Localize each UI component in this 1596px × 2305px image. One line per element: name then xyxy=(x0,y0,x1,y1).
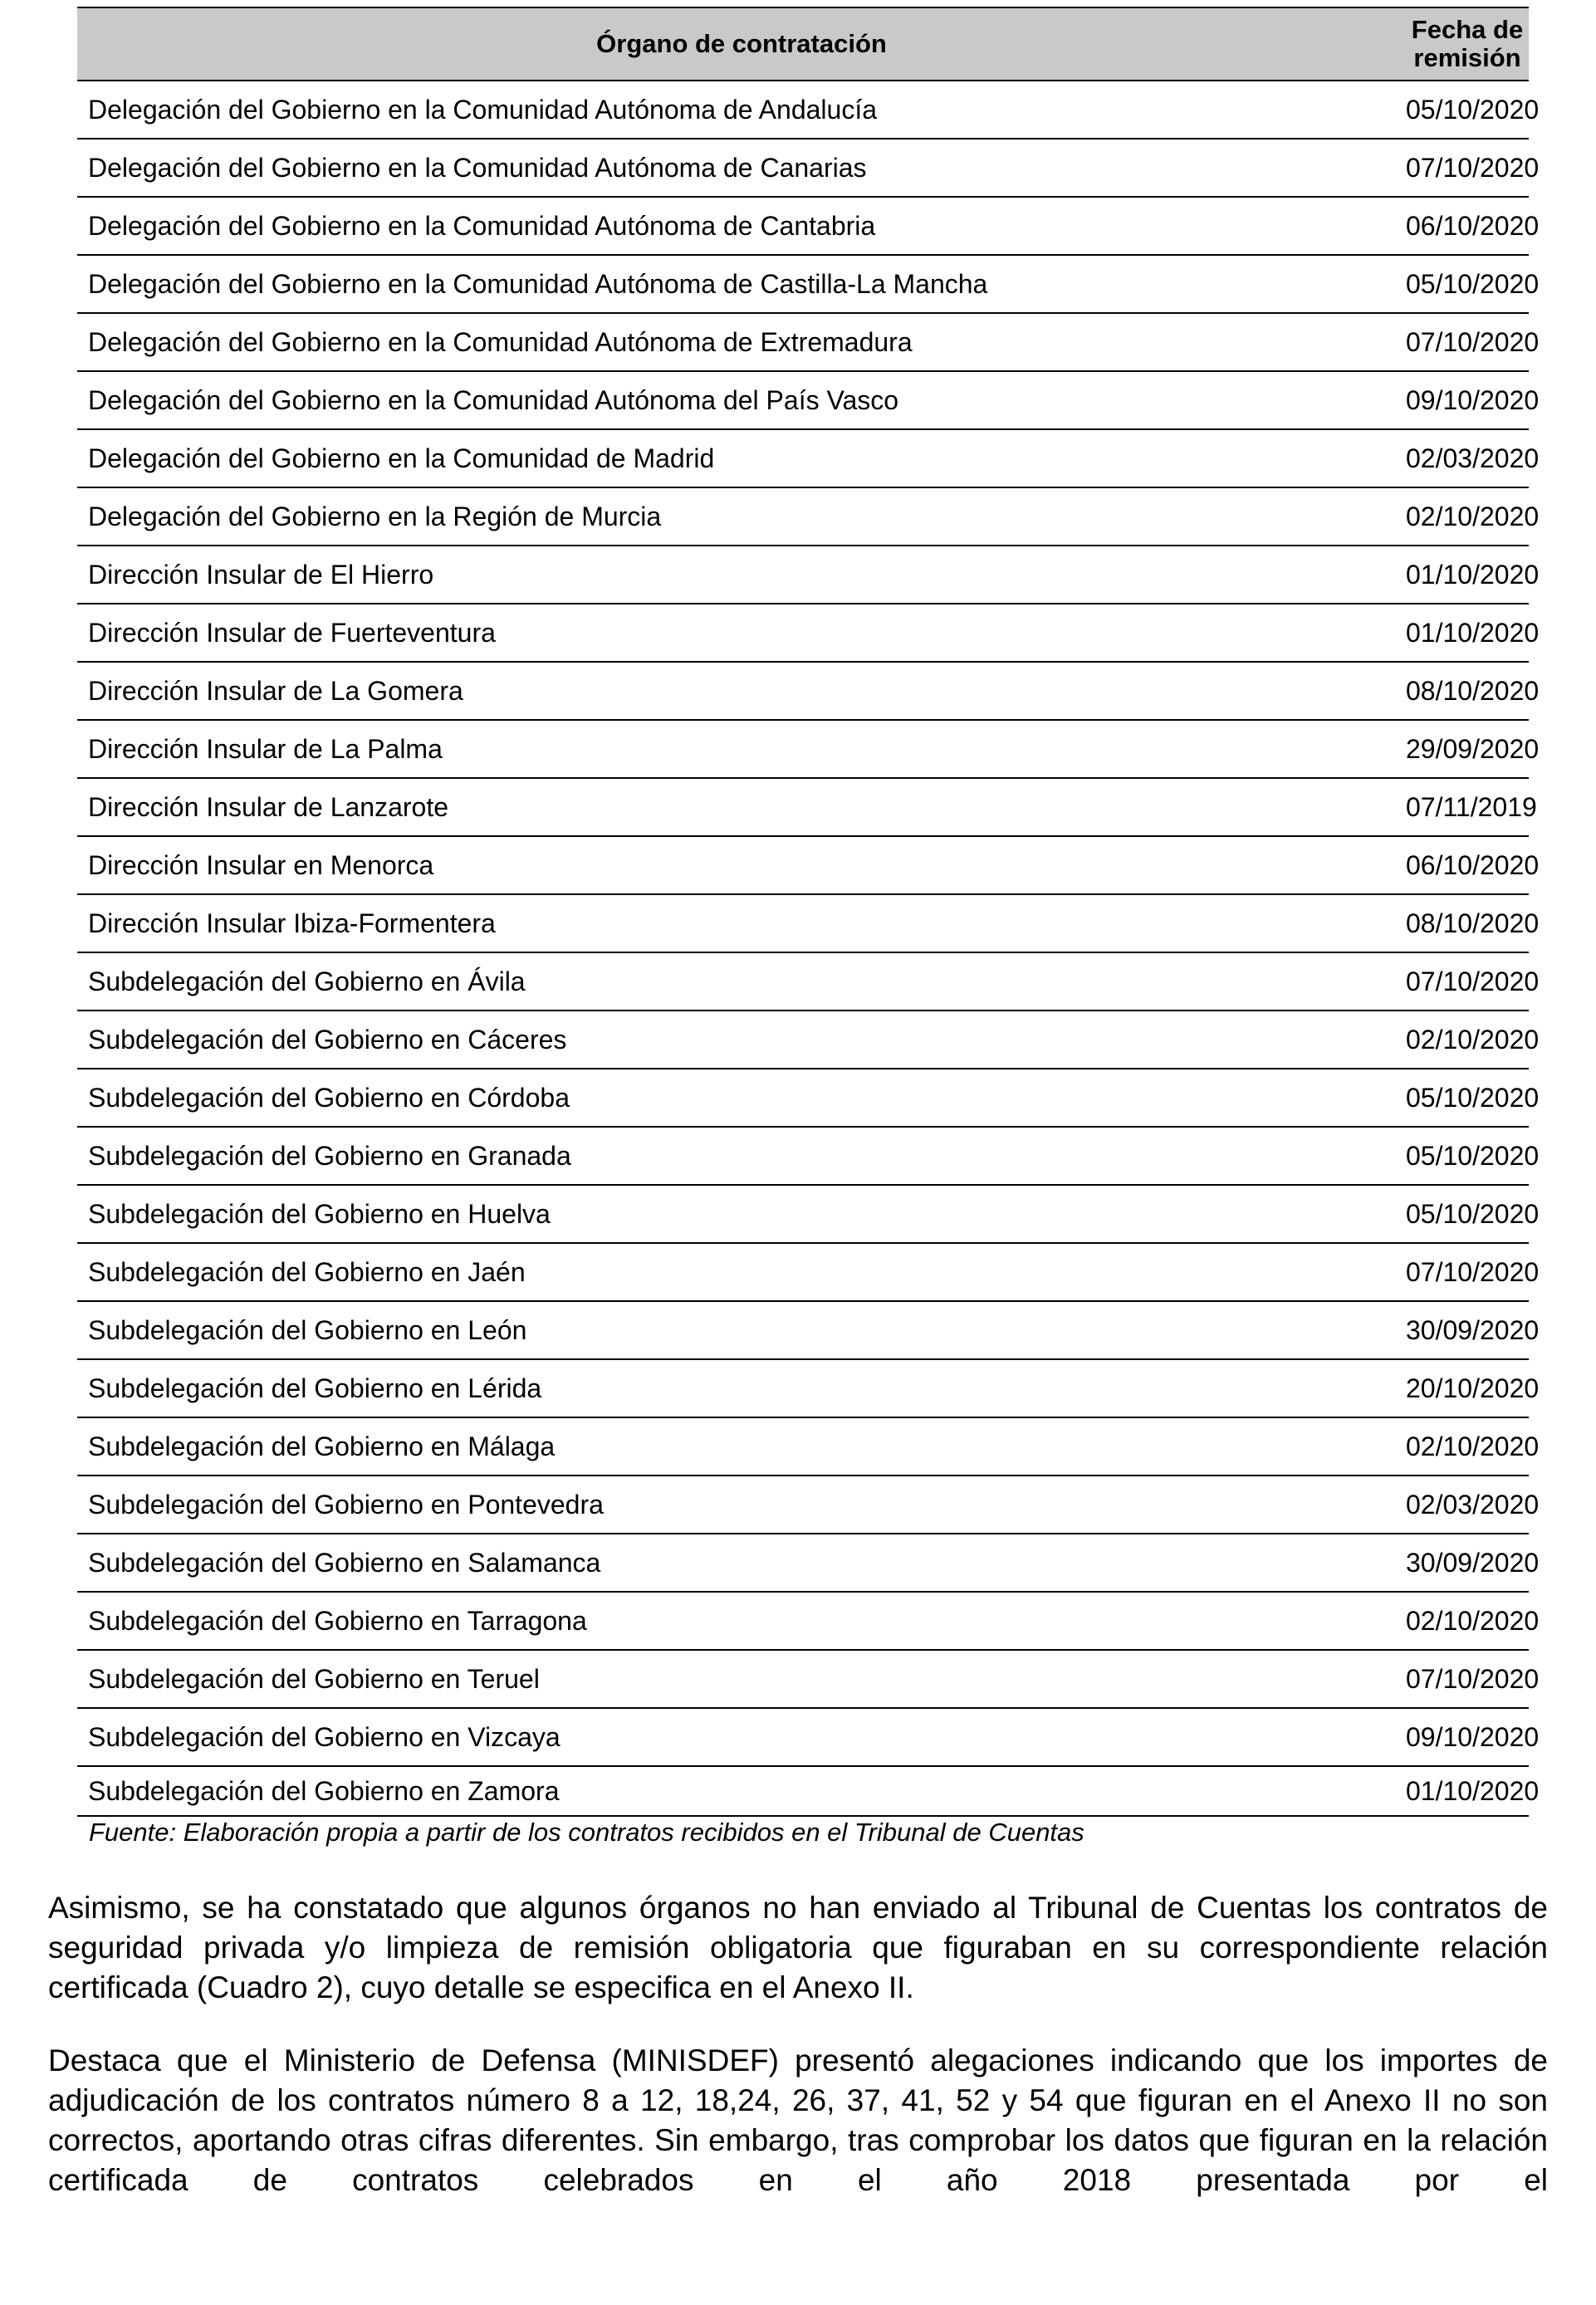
table-row xyxy=(77,1301,1529,1359)
date-cell: 07/10/2020 xyxy=(1406,313,1529,371)
organ-cell: Subdelegación del Gobierno en Teruel xyxy=(77,1650,1406,1708)
table-row xyxy=(77,778,1529,836)
organ-cell: Subdelegación del Gobierno en Tarragona xyxy=(77,1592,1406,1650)
organ-cell: Subdelegación del Gobierno en Lérida xyxy=(77,1359,1406,1417)
date-cell: 05/10/2020 xyxy=(1406,81,1529,139)
date-cell: 02/03/2020 xyxy=(1406,1475,1529,1534)
table-row xyxy=(77,255,1529,313)
organ-cell: Subdelegación del Gobierno en Jaén xyxy=(77,1243,1406,1301)
organ-cell: Subdelegación del Gobierno en Córdoba xyxy=(77,1069,1406,1127)
date-cell: 01/10/2020 xyxy=(1406,1766,1529,1816)
date-cell: 08/10/2020 xyxy=(1406,662,1529,720)
organ-cell: Subdelegación del Gobierno en Cáceres xyxy=(77,1011,1406,1069)
table-row xyxy=(77,139,1529,197)
organ-cell: Subdelegación del Gobierno en Salamanca xyxy=(77,1534,1406,1592)
organ-cell: Subdelegación del Gobierno en Huelva xyxy=(77,1185,1406,1243)
date-cell: 02/10/2020 xyxy=(1406,1011,1529,1069)
table-row xyxy=(77,1766,1529,1816)
date-cell: 30/09/2020 xyxy=(1406,1301,1529,1359)
header-organ: Órgano de contratación xyxy=(77,7,1406,81)
organ-cell: Delegación del Gobierno en la Comunidad Autónoma de Castilla-La Mancha xyxy=(77,255,1406,313)
date-cell: 01/10/2020 xyxy=(1406,604,1529,662)
organ-cell: Subdelegación del Gobierno en Ávila xyxy=(77,952,1406,1011)
table-row xyxy=(77,1069,1529,1127)
table-row xyxy=(77,429,1529,487)
table-body xyxy=(77,81,1540,1816)
table-row xyxy=(77,604,1529,662)
date-cell: 30/09/2020 xyxy=(1406,1534,1529,1592)
contracts-table xyxy=(77,7,1540,1817)
date-cell: 06/10/2020 xyxy=(1406,197,1529,255)
organ-cell: Dirección Insular de Lanzarote xyxy=(77,778,1406,836)
organ-cell: Delegación del Gobierno en la Comunidad Autónoma de Extremadura xyxy=(77,313,1406,371)
table-row xyxy=(77,371,1529,429)
table-row xyxy=(77,1185,1529,1243)
table-row xyxy=(77,1708,1529,1766)
date-cell: 02/03/2020 xyxy=(1406,429,1529,487)
table-row xyxy=(77,1592,1529,1650)
date-cell: 01/10/2020 xyxy=(1406,546,1529,604)
table-row xyxy=(77,546,1529,604)
date-cell: 07/10/2020 xyxy=(1406,952,1529,1011)
date-cell: 20/10/2020 xyxy=(1406,1359,1529,1417)
table-source-note: Fuente: Elaboración propia a partir de los contratos recibidos en el Tribunal de Cuentas xyxy=(89,1818,1084,1847)
date-cell: 29/09/2020 xyxy=(1406,720,1529,778)
paragraph-2: Destaca que el Ministerio de Defensa (MINISDEF) presentó alegaciones indicando que los importes de adjudicación de los contratos número 8 a 12, 18,24, 26, 37, 41, 52 y 54 que figuran en el Anexo II no son correctos, aportando otras cifras diferentes. Sin embargo, tras comprobar los datos que figuran en la relación certificada de contratos celebrados en el año 2018 presentada por el xyxy=(48,2043,1548,2197)
organ-cell: Subdelegación del Gobierno en Málaga xyxy=(77,1417,1406,1475)
date-cell: 07/10/2020 xyxy=(1406,1243,1529,1301)
date-cell: 08/10/2020 xyxy=(1406,894,1529,952)
organ-cell: Delegación del Gobierno en la Comunidad Autónoma de Canarias xyxy=(77,139,1406,197)
table-row xyxy=(77,836,1529,894)
date-cell: 05/10/2020 xyxy=(1406,255,1529,313)
table-row xyxy=(77,1011,1529,1069)
date-cell: 05/10/2020 xyxy=(1406,1185,1529,1243)
organ-cell: Subdelegación del Gobierno en Zamora xyxy=(77,1766,1406,1816)
table-row xyxy=(77,720,1529,778)
organ-cell: Subdelegación del Gobierno en Granada xyxy=(77,1127,1406,1185)
organ-cell: Delegación del Gobierno en la Comunidad Autónoma de Andalucía xyxy=(77,81,1406,139)
organ-cell: Dirección Insular en Menorca xyxy=(77,836,1406,894)
organ-cell: Subdelegación del Gobierno en Pontevedra xyxy=(77,1475,1406,1534)
table-row xyxy=(77,81,1529,139)
date-cell: 02/10/2020 xyxy=(1406,487,1529,546)
table-row xyxy=(77,1243,1529,1301)
organ-cell: Delegación del Gobierno en la Comunidad Autónoma de Cantabria xyxy=(77,197,1406,255)
organ-cell: Delegación del Gobierno en la Región de Murcia xyxy=(77,487,1406,546)
date-cell: 09/10/2020 xyxy=(1406,1708,1529,1766)
date-cell: 07/10/2020 xyxy=(1406,139,1529,197)
date-cell: 07/11/2019 xyxy=(1406,778,1529,836)
header-date-line2: remisión xyxy=(1413,43,1521,72)
organ-cell: Subdelegación del Gobierno en Vizcaya xyxy=(77,1708,1406,1766)
table-row xyxy=(77,1359,1529,1417)
organ-cell: Dirección Insular de La Palma xyxy=(77,720,1406,778)
organ-cell: Dirección Insular Ibiza-Formentera xyxy=(77,894,1406,952)
date-cell: 07/10/2020 xyxy=(1406,1650,1529,1708)
table-row xyxy=(77,313,1529,371)
date-cell: 06/10/2020 xyxy=(1406,836,1529,894)
table-header-row xyxy=(77,7,1529,81)
header-date xyxy=(1406,7,1529,81)
organ-cell: Delegación del Gobierno en la Comunidad de Madrid xyxy=(77,429,1406,487)
paragraph-1: Asimismo, se ha constatado que algunos órganos no han enviado al Tribunal de Cuentas los contratos de seguridad privada y/o limpieza de remisión obligatoria que figuraban en su correspondiente relación certificada (Cuadro 2), cuyo detalle se especifica en el Anexo II. xyxy=(48,1891,1548,2004)
table-row xyxy=(77,1127,1529,1185)
date-cell: 05/10/2020 xyxy=(1406,1069,1529,1127)
date-cell: 09/10/2020 xyxy=(1406,371,1529,429)
organ-cell: Dirección Insular de Fuerteventura xyxy=(77,604,1406,662)
header-date-line1: Fecha de xyxy=(1411,15,1524,44)
organ-cell: Dirección Insular de La Gomera xyxy=(77,662,1406,720)
table-row xyxy=(77,197,1529,255)
table-row xyxy=(77,662,1529,720)
table-row xyxy=(77,487,1529,546)
table-row xyxy=(77,894,1529,952)
date-cell: 05/10/2020 xyxy=(1406,1127,1529,1185)
date-cell: 02/10/2020 xyxy=(1406,1592,1529,1650)
organ-cell: Delegación del Gobierno en la Comunidad Autónoma del País Vasco xyxy=(77,371,1406,429)
table-row xyxy=(77,1417,1529,1475)
organ-cell: Dirección Insular de El Hierro xyxy=(77,546,1406,604)
organ-cell: Subdelegación del Gobierno en León xyxy=(77,1301,1406,1359)
table-row xyxy=(77,1475,1529,1534)
table-row xyxy=(77,1534,1529,1592)
date-cell: 02/10/2020 xyxy=(1406,1417,1529,1475)
table-row xyxy=(77,1650,1529,1708)
table-row xyxy=(77,952,1529,1011)
